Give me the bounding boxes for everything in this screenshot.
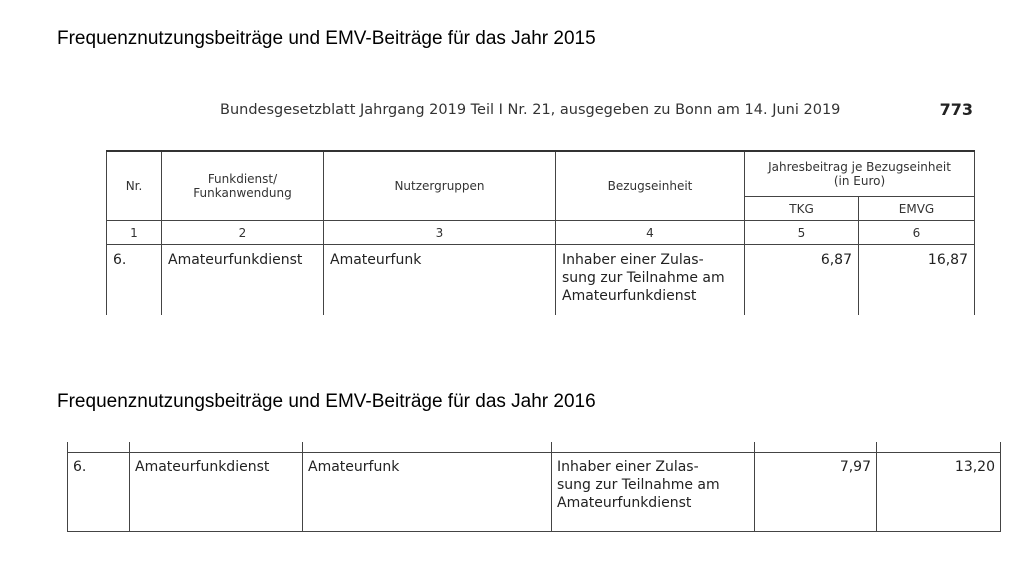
cell-tkg: 7,97 [755, 453, 877, 532]
page-number: 773 [939, 100, 973, 119]
cell-nr: 6. [68, 453, 130, 532]
header-nr: Nr. [107, 151, 162, 221]
fee-table-2015 [106, 150, 975, 315]
cell-emvg: 13,20 [877, 453, 1001, 532]
cell-bezugseinheit: Inhaber einer Zulas- sung zur Teilnahme am Amateurfunkdienst [556, 245, 745, 316]
fee-table-2016 [67, 442, 1001, 532]
header-bezugseinheit: Bezugseinheit [556, 151, 745, 221]
header-tkg: TKG [745, 197, 859, 221]
header-emvg: EMVG [859, 197, 975, 221]
header-row [107, 151, 975, 197]
column-number: 4 [556, 221, 745, 245]
column-number: 3 [324, 221, 556, 245]
cell-tkg: 6,87 [745, 245, 859, 316]
caption-2015: Frequenznutzungsbeiträge und EMV-Beiträge für das Jahr 2015 [57, 28, 596, 49]
header-nutzergruppen: Nutzergruppen [324, 151, 556, 221]
caption-2016: Frequenznutzungsbeiträge und EMV-Beiträge für das Jahr 2016 [57, 391, 596, 412]
cell-funkdienst: Amateurfunkdienst [162, 245, 324, 316]
cell-nutzergruppe: Amateurfunk [303, 453, 552, 532]
column-number-row [107, 221, 975, 245]
column-number: 1 [107, 221, 162, 245]
bgbl-title: Bundesgesetzblatt Jahrgang 2019 Teil I Nr. 21, ausgegeben zu Bonn am 14. Juni 2019 [220, 102, 841, 118]
column-number: 2 [162, 221, 324, 245]
header-jahresbeitrag: Jahresbeitrag je Bezugseinheit (in Euro) [745, 151, 975, 197]
table-row [107, 245, 975, 316]
cell-nr: 6. [107, 245, 162, 316]
cell-emvg: 16,87 [859, 245, 975, 316]
header-funkdienst: Funkdienst/ Funkanwendung [162, 151, 324, 221]
cell-bezugseinheit: Inhaber einer Zulas- sung zur Teilnahme am Amateurfunkdienst [552, 453, 755, 532]
cell-funkdienst: Amateurfunkdienst [130, 453, 303, 532]
table-row [68, 453, 1001, 532]
cell-nutzergruppe: Amateurfunk [324, 245, 556, 316]
bgbl-header [220, 100, 975, 120]
table-top-edge [68, 442, 1001, 453]
column-number: 5 [745, 221, 859, 245]
column-number: 6 [859, 221, 975, 245]
